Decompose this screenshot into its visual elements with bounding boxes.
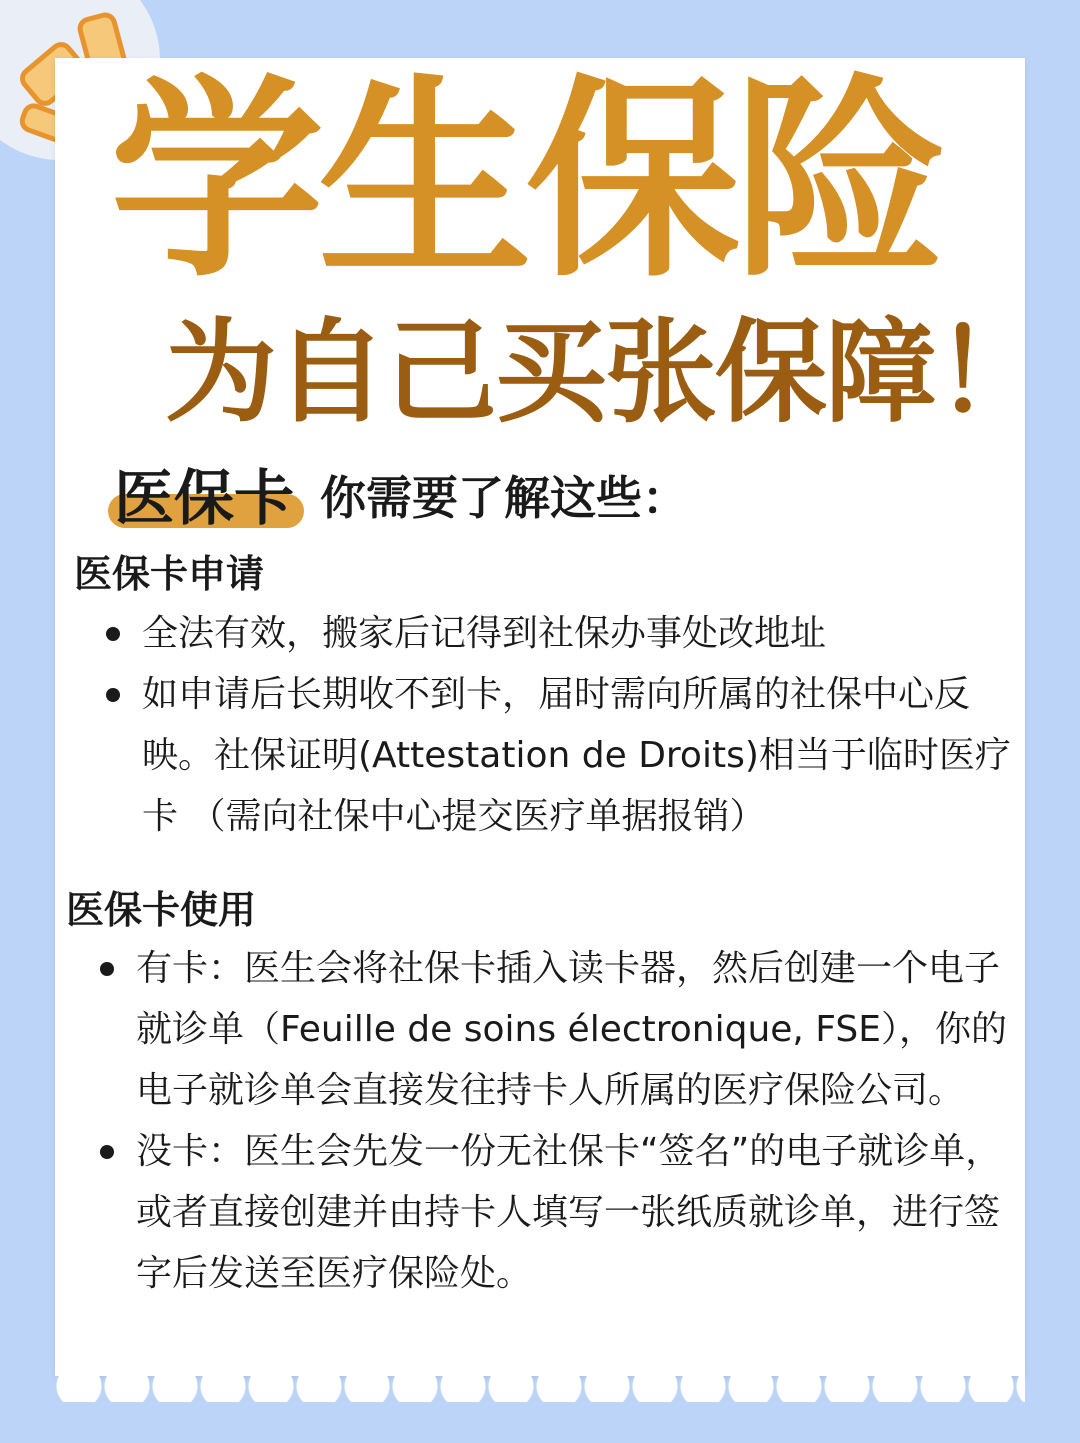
bullet-dot xyxy=(106,627,120,641)
bullet-dot xyxy=(100,962,114,976)
section-heading-application: 医保卡申请 xyxy=(74,552,265,596)
usage-list xyxy=(100,938,1008,1304)
list-item-text: 有卡：医生会将社保卡插入读卡器，然后创建一个电子就诊单（Feuille de soins électronique, FSE），你的电子就诊单会直接发往持卡人所属的医疗保险公司。 xyxy=(136,948,1007,1111)
tag-label: 医保卡 xyxy=(114,464,294,534)
list-item xyxy=(100,938,1008,1121)
list-item xyxy=(100,1121,1008,1304)
bullet-dot xyxy=(106,688,120,702)
page-title: 学生保险 xyxy=(110,57,942,306)
application-list xyxy=(106,603,1018,847)
bullet-dot xyxy=(100,1145,114,1159)
section-heading-usage: 医保卡使用 xyxy=(66,888,257,932)
page-subtitle: 为自己买张保障！ xyxy=(165,308,1045,438)
list-item xyxy=(106,603,1018,664)
list-item xyxy=(106,664,1018,847)
scalloped-edge xyxy=(55,1362,1025,1402)
intro-text: 你需要了解这些： xyxy=(320,471,688,525)
list-item-text: 如申请后长期收不到卡，届时需向所属的社保中心反映。社保证明(Attestation de Droits)相当于临时医疗卡 （需向社保中心提交医疗单据报销） xyxy=(142,674,1011,837)
list-item-text: 全法有效，搬家后记得到社保办事处改地址 xyxy=(142,613,827,654)
list-item-text: 没卡：医生会先发一份无社保卡“签名”的电子就诊单，或者直接创建并由持卡人填写一张纸质就诊单，进行签字后发送至医疗保险处。 xyxy=(136,1131,1002,1294)
